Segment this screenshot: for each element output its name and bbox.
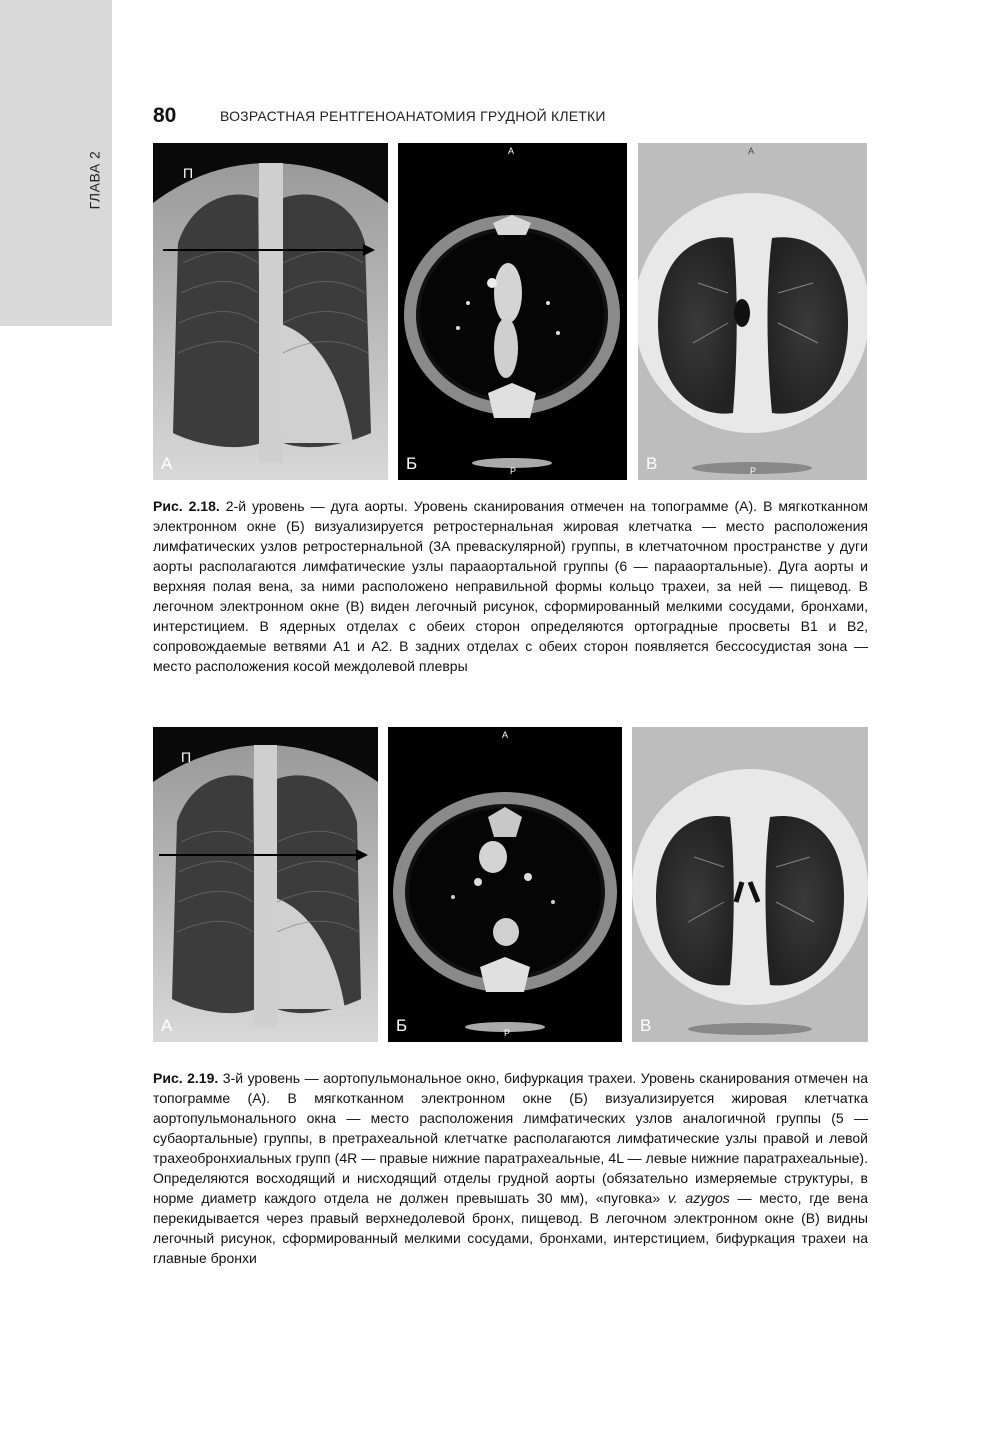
panel-letter-c: В xyxy=(640,1016,652,1035)
orientation-top-label: A xyxy=(748,146,755,156)
panel-letter-c: В xyxy=(646,454,658,473)
figure-219-caption xyxy=(153,1068,868,1268)
running-head: ВОЗРАСТНАЯ РЕНТГЕНОАНАТОМИЯ ГРУДНОЙ КЛЕТКИ xyxy=(220,108,606,124)
figure-219-caption-text-1: 3-й уровень — аортопульмональное окно, бифуркация трахеи. Уровень сканирования отмечен на топограмме (А). В мягкотканном электронном окне (Б) визуализируется жировая клетчатка аортопульмонального окна — место расположения лимфатических узлов аналогичной группы (5 — субаортальные) группы, в претрахеальной клетчатке располагаются лимфатические узлы правой и левой трахеобронхиальных групп (4R — правые нижние паратрахеальные, 4L — левые нижние паратрахеальные). Определяются восходящий и нисходящий отделы грудной аорты (обязательно измеряемые структуры, в норме диаметр каждого отдела не должен превышать 30 мм), «пуговка» xyxy=(153,1070,868,1206)
fig219-topogram xyxy=(153,727,378,1042)
panel-letter-a: А xyxy=(161,1016,173,1035)
fig218-ct-lung xyxy=(638,143,867,480)
side-marker: П xyxy=(183,165,194,181)
fig219-ct-lung xyxy=(632,727,868,1042)
fig219-ct-mediastinal xyxy=(388,727,622,1042)
page-number: 80 xyxy=(153,104,177,127)
chest-xray-image xyxy=(153,143,388,480)
ct-lung-window-image xyxy=(632,727,868,1042)
ct-lung-window-image xyxy=(638,143,867,480)
orientation-bottom-label: P xyxy=(504,1028,511,1038)
panel-letter-b: Б xyxy=(396,1016,408,1035)
figure-219-label: Рис. 2.19. xyxy=(153,1070,219,1086)
chest-xray-image xyxy=(153,727,378,1042)
panel-letter-b: Б xyxy=(406,454,418,473)
side-marker: П xyxy=(181,749,192,765)
figure-219-caption-italic: v. azygos xyxy=(667,1190,730,1206)
fig218-topogram xyxy=(153,143,388,480)
chapter-tab-label: ГЛАВА 2 xyxy=(86,150,102,210)
orientation-top-label: A xyxy=(508,146,515,156)
figure-218-caption xyxy=(153,496,868,676)
figure-219-caption-text-2: — место, где вена перекидывается через правый верхнедолевой бронх, пищевод. В легочном электронном окне (В) видны легочный рисунок, сформированный мелкими сосудами, бронхами, интерстицием, бифуркация трахеи на главные бронхи xyxy=(153,1190,868,1266)
orientation-top-label: A xyxy=(502,730,509,740)
orientation-bottom-label: P xyxy=(510,466,517,476)
figure-218-caption-text: 2-й уровень — дуга аорты. Уровень сканирования отмечен на топограмме (А). В мягкотканном электронном окне (Б) визуализируется ретростернальная жировая клетчатка — место расположения лимфатических узлов ретростернальной (3А преваскулярной) группы, в клетчаточном пространстве у дуги аорты располагаются лимфатические узлы парааортальной группы (6 — парааортальные). Дуга аорты и верхняя полая вена, за ними расположено неправильной формы кольцо трахеи, за ней — пищевод. В легочном электронном окне (В) виден легочный рисунок, сформированный мелкими сосудами, бронхами, интерстицием. В ядерных отделах с обеих сторон определяются ортоградные просветы В1 и В2, сопровождаемые ветвями А1 и А2. В задних отделах с обеих сторон появляется бессосудистая зона — место расположения косой междолевой плевры xyxy=(153,498,868,674)
ct-soft-tissue-image xyxy=(398,143,627,480)
ct-soft-tissue-image xyxy=(388,727,622,1042)
fig218-ct-mediastinal xyxy=(398,143,627,480)
panel-letter-a: А xyxy=(161,454,173,473)
orientation-bottom-label: P xyxy=(750,466,757,476)
figure-218-label: Рис. 2.18. xyxy=(153,498,220,514)
chapter-tab xyxy=(86,150,102,210)
